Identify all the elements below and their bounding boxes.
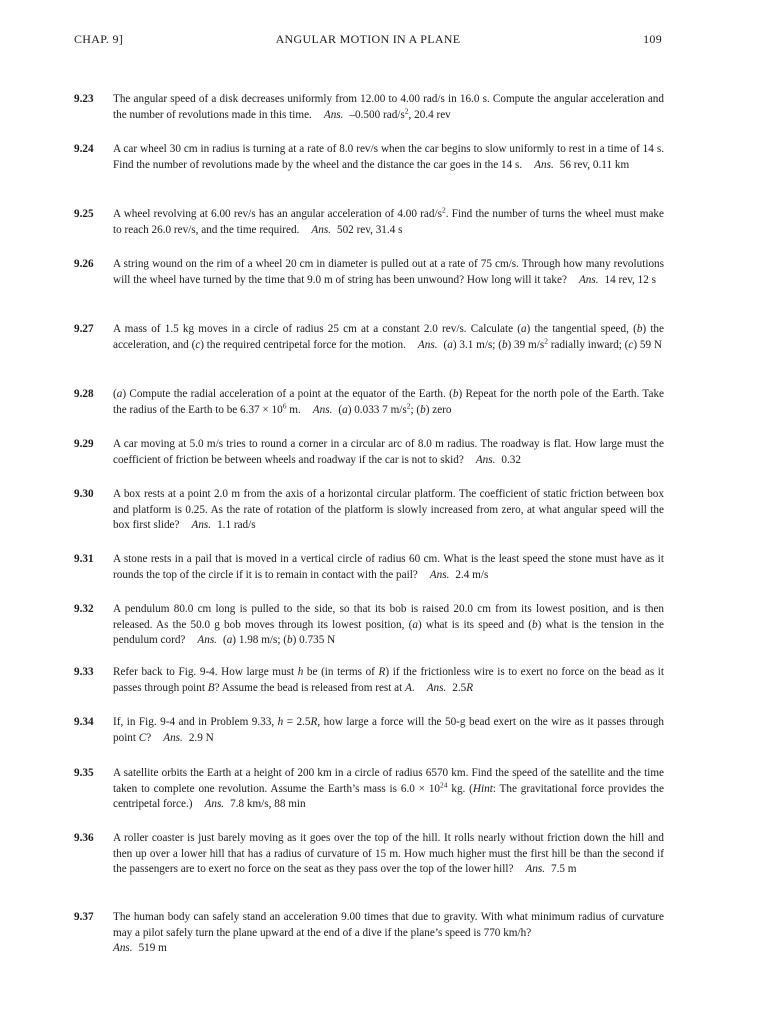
problem-text: A box rests at a point 2.0 m from the axis of a horizontal circular platform. The coefficient of static friction between box and platform is 0.25. As the rate of rotation of the platform is slowly increased from zero, at what angular speed will the box first slide? Ans. 1.1 rad/s <box>113 488 664 532</box>
page-number: 109 <box>643 32 662 46</box>
problem-text: A pendulum 80.0 cm long is pulled to the side, so that its bob is raised 20.0 cm from its lowest position, and is then released. As the 50.0 g bob moves through its lowest position, (a) what is its speed and (b) what is the tension in the pendulum cord? Ans. (a) 1.98 m/s; (b) 0.735 N <box>113 603 665 647</box>
answer: –0.500 rad/$s^2$, 20.4 rev <box>349 105 451 121</box>
problem-number: 9.28 <box>74 388 94 400</box>
answer: (a) 3.1 m/s; (b) 39 $m/s^2$ radially inward; (c) 59 N <box>443 335 662 351</box>
answer: 502 rev, 31.4 s <box>336 223 403 236</box>
problem-text: A wheel revolving at 6.00 rev/s has an angular acceleration of 4.00 rad/$s^2$. Find the number of turns the wheel must make to reach 26.0 rev/s, and the time required. Ans. 502 rev, 31.4 s <box>113 205 664 236</box>
problem-number: 9.23 <box>74 93 94 105</box>
problem-text: A stone rests in a pail that is moved in a vertical circle of radius 60 cm. What is the least speed the stone must have as it rounds the top of the circle if it is to remain in contact with the pail? Ans. 2.4 m/s <box>113 553 664 581</box>
problem-9-24 <box>74 142 664 173</box>
problem-number: 9.26 <box>74 258 94 270</box>
problem-9-25 <box>74 207 664 238</box>
problem-number: 9.31 <box>74 553 94 565</box>
problem-9-33 <box>74 665 664 696</box>
problem-text: If, in Fig. 9-4 and in Problem 9.33, h = 2.5R, how large a force will the 50-g bead exert on the wire as it passes through point C? Ans. 2.9 N <box>113 716 665 744</box>
answer-label: Ans. <box>534 158 554 171</box>
answer: 7.8 km/s, 88 min <box>230 798 306 811</box>
running-header <box>74 32 662 48</box>
problem-number: 9.30 <box>74 488 94 500</box>
problem-number: 9.34 <box>74 716 94 728</box>
answer-label: Ans. <box>163 731 183 744</box>
problem-text: A roller coaster is just barely moving as it goes over the top of the hill. It rolls nearly without friction down the hill and then up over a lower hill that has a radius of curvature of 15 m. How much higher must the first hill be than the second if the passengers are to exert no force on the seat as they pass over the top of the lower hill? Ans. 7.5 m <box>113 832 664 876</box>
answer-label: Ans. <box>113 942 133 955</box>
answer: 56 rev, 0.11 km <box>559 158 630 171</box>
problem-9-26 <box>74 257 664 288</box>
answer: 7.5 m <box>551 863 577 876</box>
answer-label: Ans. <box>475 453 496 466</box>
problem-number: 9.29 <box>74 438 94 450</box>
answer: 14 rev, 12 s <box>604 273 656 286</box>
problem-text: The human body can safely stand an acceleration 9.00 times that due to gravity. With what minimum radius of curvature may a pilot safely turn the plane upward at the end of a dive if the plane’s speed is 770 km/h? Ans. 519 m <box>113 911 664 955</box>
problem-number: 9.32 <box>74 603 94 615</box>
problem-number: 9.36 <box>74 832 94 844</box>
problem-9-30 <box>74 487 664 534</box>
problem-9-36 <box>74 831 664 878</box>
problem-number: 9.37 <box>74 911 94 923</box>
answer-label: Ans. <box>323 108 344 121</box>
chapter-title: ANGULAR MOTION IN A PLANE <box>275 32 461 46</box>
chapter-label: CHAP. 9] <box>74 32 124 46</box>
problem-9-34 <box>74 715 664 746</box>
problem-9-29 <box>74 437 664 468</box>
problem-9-27 <box>74 322 664 353</box>
problem-text: A string wound on the rim of a wheel 20 cm in diameter is pulled out at a rate of 75 cm/s. Through how many revolutions will the wheel have turned by the time that 9.0 m of string has been unwound? How long will it take? Ans. 14 rev, 12 s <box>113 258 664 286</box>
problem-number: 9.24 <box>74 143 94 155</box>
problem-9-31 <box>74 552 664 583</box>
problem-text: A car moving at 5.0 m/s tries to round a corner in a circular arc of 8.0 m radius. The roadway is flat. How large must the coefficient of friction be between wheels and roadway if the car is not to skid? Ans. 0.32 <box>113 438 664 466</box>
problem-text: (a) Compute the radial acceleration of a point at the equator of the Earth. (b) Repeat for the north pole of the Earth. Take the radius of the Earth to be $6.37 \times 10^6$ m. Ans. (a) 0.033 7 $m/s^2$; (b) zero <box>113 388 665 416</box>
problem-9-23 <box>74 92 664 123</box>
problem-text: A satellite orbits the Earth at a height of 200 km in a circle of radius 6570 km. Find the speed of the satellite and the time taken to complete one revolution. Assume the Earth’s mass is $6.0 \times 10^{24}$ kg. (Hint: The gravitational force provides the centripetal force.) Ans. 7.8 km/s, 88 min <box>113 767 664 811</box>
problem-text: A mass of 1.5 kg moves in a circle of radius 25 cm at a constant 2.0 rev/s. Calculate (a) the tangential speed, (b) the acceleration, and (c) the required centripetal force for the motion. Ans. (a) 3.1 m/s; (b) 39 $m/s^2$ radially inward; (c) 59 N <box>113 323 664 351</box>
answer-label: Ans. <box>197 634 217 647</box>
answer-label: Ans. <box>191 519 212 532</box>
problem-9-28 <box>74 387 664 418</box>
problem-text: Refer back to Fig. 9-4. How large must h be (in terms of R) if the frictionless wire is to exert no force on the bead as it passes through point B? Assume the bead is released from rest at A. Ans. 2.5R <box>113 666 664 694</box>
answer-label: Ans. <box>311 223 331 236</box>
answer-label: Ans. <box>417 338 438 351</box>
problem-text: A car wheel 30 cm in radius is turning at a rate of 8.0 rev/s when the car begins to slow uniformly to rest in a time of 14 s. Find the number of revolutions made by the wheel and the distance the car goes in the 14 s. Ans. 56 rev, 0.11 km <box>113 143 664 171</box>
answer: (a) 0.033 7 $m/s^2$; (b) zero <box>338 400 452 416</box>
problem-number: 9.33 <box>74 666 94 678</box>
answer: 2.5R <box>452 681 474 694</box>
problem-9-32 <box>74 602 664 649</box>
answer: 2.4 m/s <box>455 568 489 581</box>
answer: 2.9 N <box>188 731 214 744</box>
problem-9-37 <box>74 910 664 957</box>
answer: (a) 1.98 m/s; (b) 0.735 N <box>222 634 336 647</box>
problem-number: 9.35 <box>74 767 94 779</box>
answer: 519 m <box>138 942 167 955</box>
problem-number: 9.27 <box>74 323 94 335</box>
answer-label: Ans. <box>525 863 546 876</box>
answer: 0.32 <box>501 453 521 466</box>
problem-text: The angular speed of a disk decreases uniformly from 12.00 to 4.00 rad/s in 16.0 s. Compute the angular acceleration and the number of revolutions made in this time. Ans. –0.500 rad/$s^2$, 20.4 rev <box>113 93 664 121</box>
answer-label: Ans. <box>204 798 225 811</box>
answer-label: Ans. <box>426 681 447 694</box>
problem-9-35 <box>74 766 664 813</box>
answer-label: Ans. <box>312 403 333 416</box>
answer: 1.1 rad/s <box>217 519 256 532</box>
answer-label: Ans. <box>578 273 599 286</box>
problem-number: 9.25 <box>74 208 94 220</box>
answer-label: Ans. <box>429 568 450 581</box>
